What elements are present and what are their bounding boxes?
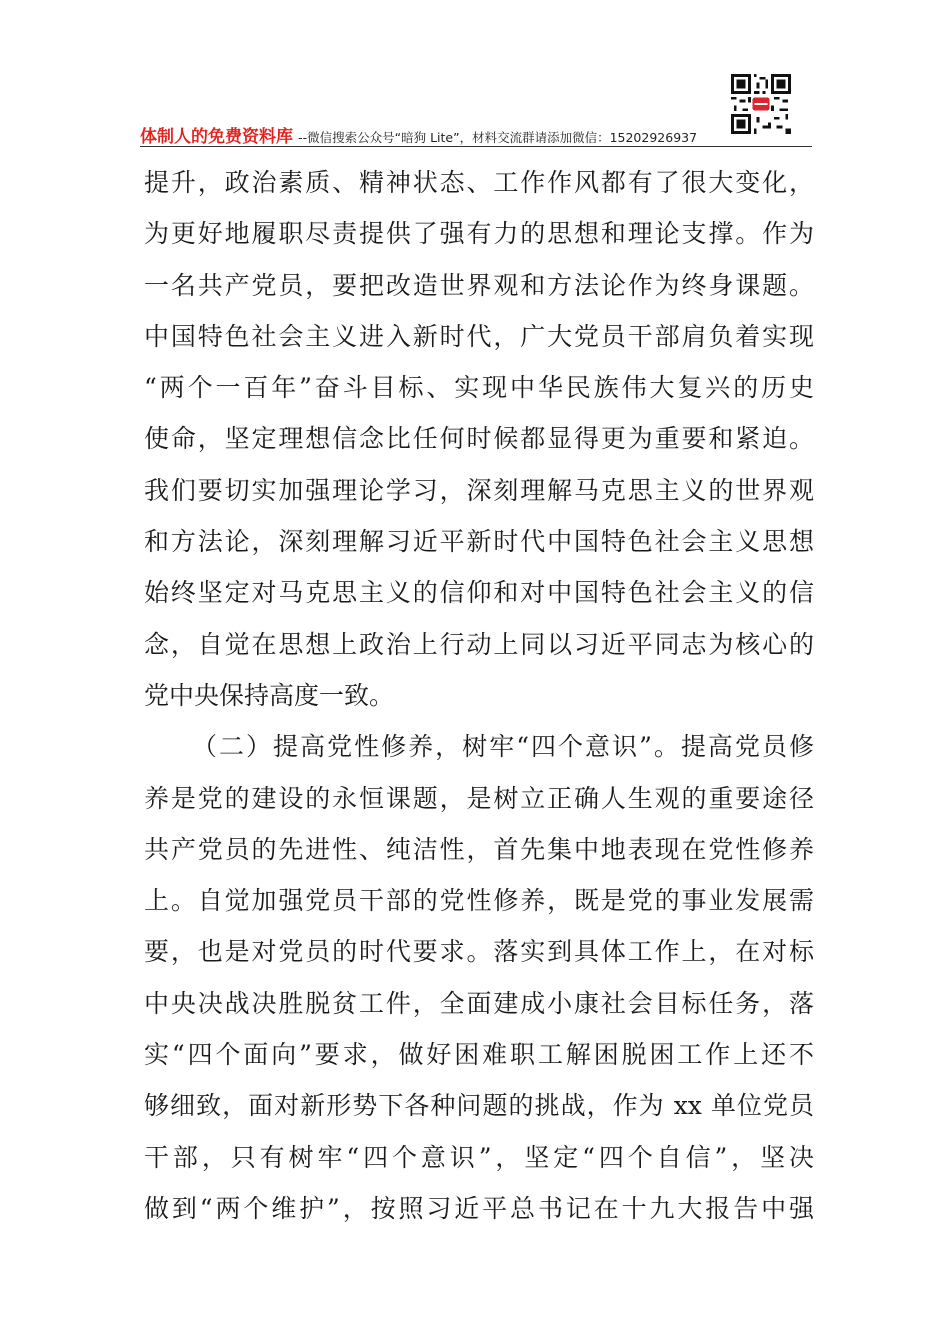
- body-line: 我们要切实加强理论学习，深刻理解马克思主义的世界观: [144, 475, 814, 505]
- header-note: --微信搜索公众号“暗狗 Lite”，材料交流群请添加微信：15202926937: [298, 130, 698, 145]
- body-line: 念，自觉在思想上政治上行动上同以习近平同志为核心的: [144, 629, 814, 659]
- header-brand: 体制人的免费资料库: [140, 127, 293, 147]
- body-line: 实“四个面向”要求，做好困难职工解困脱困工作上还不: [144, 1040, 814, 1070]
- body-line: 党中央保持高度一致。: [144, 680, 395, 710]
- body-line: 一名共产党员，要把改造世界观和方法论作为终身课题。: [144, 270, 814, 300]
- body-line: 养是党的建设的永恒课题，是树立正确人生观的重要途径: [144, 783, 814, 813]
- body-line: 中央决战决胜脱贫工件，全面建成小康社会目标任务，落: [144, 988, 814, 1018]
- section-heading-line: （二）提高党性修养，树牢“四个意识”。提高党员修: [192, 732, 814, 762]
- body-line: 提升，政治素质、精神状态、工作作风都有了很大变化，: [144, 168, 814, 197]
- body-line: 为更好地履职尽责提供了强有力的思想和理论支撑。作为: [144, 219, 814, 249]
- body-line: 上。自觉加强党员干部的党性修养，既是党的事业发展需: [144, 886, 814, 916]
- body-line: 够细致，面对新形势下各种问题的挑战，作为 xx 单位党员: [144, 1091, 814, 1121]
- body-line: 使命，坚定理想信念比任何时候都显得更为重要和紧迫。: [144, 424, 814, 454]
- body-line: 和方法论，深刻理解习近平新时代中国特色社会主义思想: [144, 527, 814, 557]
- body-line: 干部，只有树牢“四个意识”，坚定“四个自信”，坚决: [144, 1142, 814, 1172]
- body-line: 做到“两个维护”，按照习近平总书记在十九大报告中强: [144, 1193, 814, 1223]
- body-line: 要，也是对党员的时代要求。落实到具体工作上，在对标: [144, 937, 814, 967]
- body-line: 始终坚定对马克思主义的信仰和对中国特色社会主义的信: [144, 578, 814, 608]
- document-body: [144, 157, 814, 1234]
- body-line: 共产党员的先进性、纯洁性，首先集中地表现在党性修养: [144, 834, 814, 864]
- header-divider: [140, 146, 812, 147]
- page-header: [140, 122, 812, 146]
- body-line: “两个一百年”奋斗目标、实现中华民族伟大复兴的历史: [144, 373, 814, 403]
- body-line: 中国特色社会主义进入新时代，广大党员干部肩负着实现: [144, 321, 814, 351]
